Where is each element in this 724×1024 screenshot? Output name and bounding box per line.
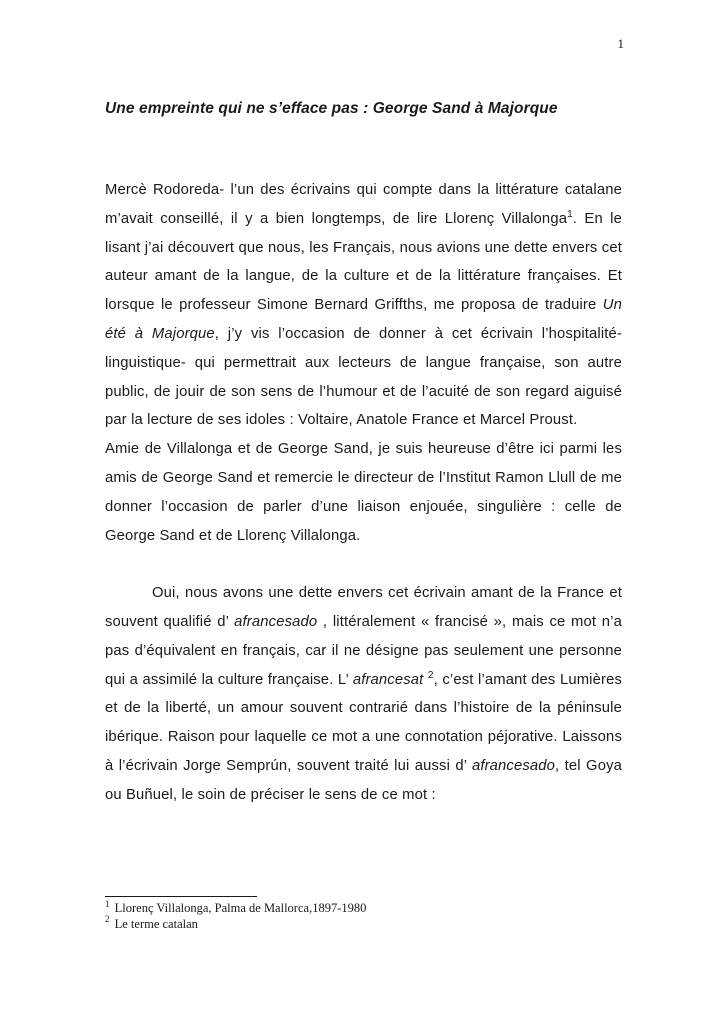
- paragraph: [105, 176, 622, 435]
- page-content: [105, 100, 622, 810]
- text-run: Oui, nous avons une dette envers cet écrivain amant de la France et souvent qualifié d’: [105, 585, 622, 630]
- footnote-list: [105, 898, 625, 932]
- text-run: , littéralement « francisé », mais ce mot n’a pas d’équivalent en français, car il ne désigne pas seulement une personne qui a assimilé la culture française. L’: [105, 613, 622, 688]
- footnote: [105, 898, 625, 917]
- footnote-marker: 2: [105, 914, 110, 925]
- text-run: Mercè Rodoreda- l’un des écrivains qui compte dans la littérature catalane m’avait conseillé, il y a bien longtemps, de lire Llorenç Villalonga: [105, 182, 622, 227]
- footnotes-section: [105, 896, 625, 932]
- footnote-separator: [105, 896, 257, 897]
- footnote-text: Llorenç Villalonga, Palma de Mallorca,1897-1980: [111, 901, 367, 915]
- text-run: , j’y vis l’occasion de donner à cet écrivain l’hospitalité- linguistique- qui permettrait aux lecteurs de langue française, son autre public, de jouir de son sens de l’humour et de l’acuité de son regard aiguisé par la lecture de ses idoles : Voltaire, Anatole France et Marcel Proust.: [105, 325, 622, 429]
- footnote: [105, 914, 625, 933]
- document-body: [105, 176, 622, 810]
- italic-text: afrancesado: [234, 613, 318, 630]
- text-run: . En le lisant j’ai découvert que nous, les Français, nous avions une dette envers cet auteur amant de la langue, de la culture et de la littérature françaises. Et lorsque le professeur Simone Bernard Griffths, me proposa de traduire: [105, 210, 623, 314]
- text-run: , tel Goya ou Buñuel, le soin de préciser le sens de ce mot :: [105, 757, 622, 803]
- paragraph: [105, 435, 622, 550]
- text-run: Amie de Villalonga et de George Sand, je suis heureuse d’être ici parmi les amis de George Sand et remercie le directeur de l’Institut Ramon Llull de me donner l’occasion de parler d’une liaison enjouée, singulière : celle de George Sand et de Llorenç Villalonga.: [105, 441, 622, 544]
- italic-text: afrancesado: [471, 757, 556, 774]
- paragraph: [105, 579, 622, 809]
- footnote-ref: 1: [567, 208, 573, 220]
- footnote-ref: 2: [427, 669, 434, 681]
- italic-text: Un été à Majorque: [105, 297, 622, 342]
- page-number: 1: [617, 36, 624, 51]
- text-run: , c’est l’amant des Lumières et de la liberté, un amour souvent contrarié dans l’histoire de la péninsule ibérique. Raison pour laquelle ce mot a une connotation péjorative. Laissons à l’écrivain Jorge Semprún, souvent traité lui aussi d’: [105, 671, 622, 774]
- footnote-marker: 1: [105, 898, 110, 909]
- footnote-text: Le terme catalan: [111, 916, 198, 931]
- italic-text: afrancesat: [352, 671, 424, 688]
- page-title: Une empreinte qui ne s’efface pas : George Sand à Majorque: [105, 100, 558, 117]
